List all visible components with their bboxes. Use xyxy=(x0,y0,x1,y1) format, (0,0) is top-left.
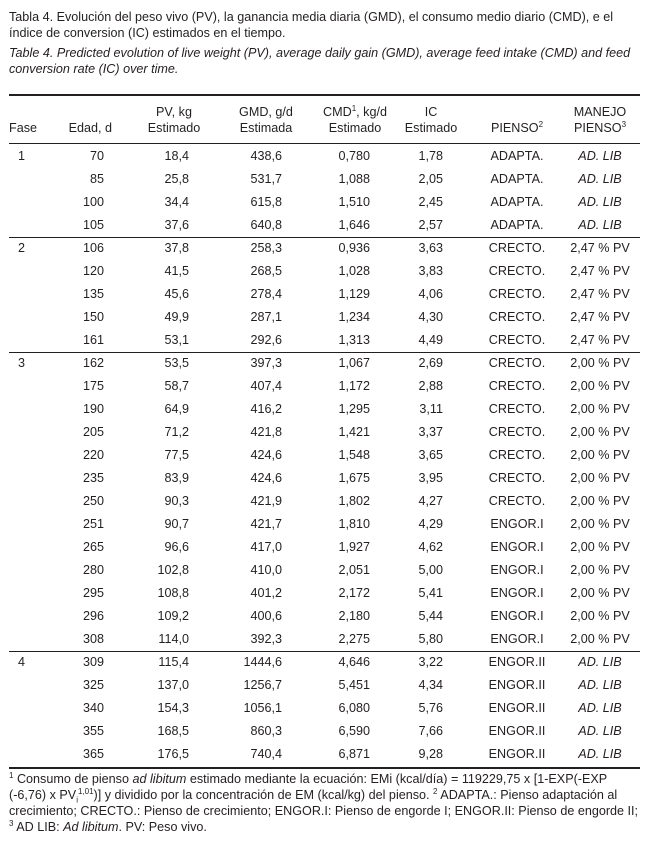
manejo-cell: 2,00 % PV xyxy=(570,402,630,416)
cmd-cell: 1,028 xyxy=(338,264,370,278)
manejo-cell: 2,00 % PV xyxy=(570,356,630,370)
ic-cell: 2,69 xyxy=(418,356,443,370)
edad-cell: 100 xyxy=(82,195,104,209)
ic-cell: 2,57 xyxy=(418,218,443,232)
cmd-cell: 1,548 xyxy=(338,448,370,462)
edad-cell: 296 xyxy=(82,609,104,623)
ic-cell: 1,78 xyxy=(418,149,443,163)
manejo-cell: AD. LIB xyxy=(578,218,622,232)
fase-cell: 1 xyxy=(18,149,26,163)
gmd-cell: 258,3 xyxy=(250,241,282,255)
fase-cell: 3 xyxy=(18,356,26,370)
ic-cell: 3,95 xyxy=(418,471,443,485)
footnote-text: Consumo de pienso xyxy=(13,772,133,786)
header-gmd-line2: Estimada xyxy=(239,121,293,135)
edad-cell: 308 xyxy=(82,632,104,646)
pienso-cell: ENGOR.I xyxy=(490,540,544,554)
gmd-cell: 421,9 xyxy=(250,494,282,508)
manejo-cell: 2,00 % PV xyxy=(570,540,630,554)
cmd-cell: 0,780 xyxy=(338,149,370,163)
table-row xyxy=(0,191,649,214)
pienso-cell: ENGOR.II xyxy=(488,747,546,761)
table-row xyxy=(0,605,649,628)
pienso-cell: ENGOR.II xyxy=(488,655,546,669)
table-row xyxy=(0,329,649,352)
manejo-cell: 2,00 % PV xyxy=(570,425,630,439)
cmd-cell: 1,802 xyxy=(338,494,370,508)
ic-cell: 4,30 xyxy=(418,310,443,324)
pv-cell: 45,6 xyxy=(164,287,189,301)
cmd-cell: 1,067 xyxy=(338,356,370,370)
manejo-cell: AD. LIB xyxy=(578,724,622,738)
table-row xyxy=(0,421,649,444)
pienso-cell: CRECTO. xyxy=(488,448,546,462)
pv-cell: 109,2 xyxy=(157,609,189,623)
table-row xyxy=(0,559,649,582)
table-row xyxy=(0,260,649,283)
footnote-text: ADAPTA.: Pienso adaptación al crecimiento; CRECTO.: Pienso de crecimiento; ENGOR.I: Pienso de engorde I; ENGOR.II: Pienso de engorde II; xyxy=(9,788,639,818)
pienso-cell: ENGOR.II xyxy=(488,724,546,738)
cmd-cell: 1,810 xyxy=(338,517,370,531)
pv-cell: 137,0 xyxy=(157,678,189,692)
ic-cell: 4,49 xyxy=(418,333,443,347)
table-row xyxy=(0,743,649,766)
pienso-cell: ADAPTA. xyxy=(490,149,544,163)
gmd-cell: 424,6 xyxy=(250,448,282,462)
ic-cell: 3,83 xyxy=(418,264,443,278)
gmd-cell: 410,0 xyxy=(250,563,282,577)
pienso-cell: CRECTO. xyxy=(488,333,546,347)
header-manejo-label: PIENSO xyxy=(573,121,622,135)
header-edad-label: Edad, d xyxy=(68,121,112,135)
pienso-cell: CRECTO. xyxy=(488,471,546,485)
cmd-cell: 1,675 xyxy=(338,471,370,485)
edad-cell: 355 xyxy=(82,724,104,738)
table-row xyxy=(0,674,649,697)
table-row xyxy=(0,398,649,421)
edad-cell: 135 xyxy=(82,287,104,301)
header-pv-line2: Estimado xyxy=(147,121,201,135)
footnote-equation: estimado mediante la ecuación: EMi (kcal/día) = 119229,75 x [1-EXP(-EXP (-6,76) x PV xyxy=(9,772,607,802)
pv-cell: 25,8 xyxy=(164,172,189,186)
cmd-cell: 1,421 xyxy=(338,425,370,439)
ic-cell: 5,00 xyxy=(418,563,443,577)
pienso-cell: ENGOR.I xyxy=(490,609,544,623)
edad-cell: 85 xyxy=(89,172,104,186)
manejo-cell: 2,00 % PV xyxy=(570,609,630,623)
table-row xyxy=(0,628,649,651)
header-pienso-footnote-marker: 2 xyxy=(538,119,544,129)
ic-cell: 5,80 xyxy=(418,632,443,646)
footnote-italic-text: ad libitum xyxy=(132,772,187,786)
pienso-cell: ENGOR.I xyxy=(490,586,544,600)
edad-cell: 150 xyxy=(82,310,104,324)
manejo-cell: 2,00 % PV xyxy=(570,563,630,577)
manejo-cell: AD. LIB xyxy=(578,655,622,669)
table-row xyxy=(0,306,649,329)
gmd-cell: 421,7 xyxy=(250,517,282,531)
gmd-cell: 640,8 xyxy=(250,218,282,232)
ic-cell: 3,63 xyxy=(418,241,443,255)
cmd-cell: 6,590 xyxy=(338,724,370,738)
footnote-text: )] y dividido por la concentración de EM (kcal/kg) del pienso. xyxy=(93,788,434,802)
pv-cell: 96,6 xyxy=(164,540,189,554)
pv-cell: 115,4 xyxy=(158,655,189,669)
footnote-marker-3: 3 xyxy=(9,818,14,828)
edad-cell: 340 xyxy=(82,701,104,715)
gmd-cell: 438,6 xyxy=(250,149,282,163)
edad-cell: 161 xyxy=(82,333,104,347)
table-row xyxy=(0,651,649,674)
table-row xyxy=(0,214,649,237)
table-row xyxy=(0,513,649,536)
cmd-cell: 1,172 xyxy=(338,379,370,393)
cmd-cell: 6,871 xyxy=(338,747,370,761)
ic-cell: 9,28 xyxy=(418,747,443,761)
pienso-cell: CRECTO. xyxy=(488,356,546,370)
cmd-cell: 2,172 xyxy=(338,586,370,600)
edad-cell: 220 xyxy=(82,448,104,462)
manejo-cell: 2,00 % PV xyxy=(570,494,630,508)
cmd-cell: 5,451 xyxy=(338,678,370,692)
header-ic-line1: IC xyxy=(424,105,438,119)
pv-cell: 77,5 xyxy=(164,448,189,462)
gmd-cell: 278,4 xyxy=(250,287,282,301)
gmd-cell: 268,5 xyxy=(250,264,282,278)
manejo-cell: 2,00 % PV xyxy=(570,586,630,600)
manejo-cell: 2,47 % PV xyxy=(570,333,630,347)
cmd-cell: 1,927 xyxy=(338,540,370,554)
ic-cell: 4,06 xyxy=(418,287,443,301)
cmd-cell: 2,051 xyxy=(338,563,370,577)
cmd-cell: 1,510 xyxy=(338,195,370,209)
table-row xyxy=(0,375,649,398)
pv-cell: 71,2 xyxy=(164,425,189,439)
cmd-cell: 1,295 xyxy=(338,402,370,416)
pienso-cell: CRECTO. xyxy=(488,287,546,301)
ic-cell: 5,44 xyxy=(418,609,443,623)
pv-cell: 83,9 xyxy=(164,471,189,485)
gmd-cell: 531,7 xyxy=(250,172,282,186)
gmd-cell: 292,6 xyxy=(250,333,282,347)
edad-cell: 235 xyxy=(82,471,104,485)
gmd-cell: 615,8 xyxy=(250,195,282,209)
header-cmd-unit: , kg/d xyxy=(356,105,387,119)
manejo-cell: AD. LIB xyxy=(578,701,622,715)
cmd-cell: 1,313 xyxy=(338,333,370,347)
ic-cell: 3,11 xyxy=(419,402,443,416)
header-manejo-line1: MANEJO xyxy=(573,105,627,119)
gmd-cell: 397,3 xyxy=(250,356,282,370)
gmd-cell: 417,0 xyxy=(250,540,282,554)
ic-cell: 4,62 xyxy=(418,540,443,554)
ic-cell: 3,22 xyxy=(418,655,443,669)
table-row xyxy=(0,352,649,375)
footnote-marker-2: 2 xyxy=(433,786,438,796)
gmd-cell: 1256,7 xyxy=(243,678,282,692)
manejo-cell: 2,00 % PV xyxy=(570,632,630,646)
ic-cell: 3,65 xyxy=(418,448,443,462)
pv-cell: 41,5 xyxy=(164,264,189,278)
table-row xyxy=(0,467,649,490)
cmd-cell: 6,080 xyxy=(338,701,370,715)
pv-cell: 64,9 xyxy=(164,402,189,416)
gmd-cell: 407,4 xyxy=(250,379,282,393)
pienso-cell: ENGOR.II xyxy=(488,678,546,692)
pv-cell: 90,7 xyxy=(164,517,189,531)
fase-cell: 4 xyxy=(18,655,26,669)
table-row xyxy=(0,444,649,467)
pv-cell: 154,3 xyxy=(157,701,189,715)
ic-cell: 4,34 xyxy=(418,678,443,692)
header-cmd-label: CMD xyxy=(323,105,352,119)
manejo-cell: 2,47 % PV xyxy=(570,264,630,278)
manejo-cell: AD. LIB xyxy=(578,747,622,761)
pv-cell: 114,0 xyxy=(158,632,189,646)
header-pienso-label: PIENSO xyxy=(490,121,539,135)
table-row xyxy=(0,536,649,559)
cmd-cell: 1,234 xyxy=(338,310,370,324)
ic-cell: 4,27 xyxy=(418,494,443,508)
gmd-cell: 416,2 xyxy=(250,402,282,416)
edad-cell: 162 xyxy=(82,356,104,370)
footnote-text: . PV: Peso vivo. xyxy=(118,820,207,834)
edad-cell: 265 xyxy=(82,540,104,554)
gmd-cell: 287,1 xyxy=(250,310,282,324)
gmd-cell: 392,3 xyxy=(250,632,282,646)
pienso-cell: ADAPTA. xyxy=(490,218,544,232)
manejo-cell: AD. LIB xyxy=(578,678,622,692)
pv-cell: 37,8 xyxy=(164,241,189,255)
pienso-cell: ENGOR.I xyxy=(490,563,544,577)
header-pv-line1: PV, kg xyxy=(156,105,192,119)
header-cmd-line2: Estimado xyxy=(328,121,382,135)
table-row xyxy=(0,283,649,306)
footnote-exponent: 1,01 xyxy=(77,786,94,796)
ic-cell: 7,66 xyxy=(418,724,443,738)
pienso-cell: ENGOR.II xyxy=(488,701,546,715)
footnote-marker-1: 1 xyxy=(9,770,14,780)
footnote-text: AD LIB: xyxy=(13,820,64,834)
pv-cell: 102,8 xyxy=(157,563,189,577)
ic-cell: 4,29 xyxy=(418,517,443,531)
edad-cell: 365 xyxy=(82,747,104,761)
table-row xyxy=(0,168,649,191)
pv-cell: 168,5 xyxy=(157,724,189,738)
pienso-cell: CRECTO. xyxy=(488,264,546,278)
pienso-cell: ADAPTA. xyxy=(490,172,544,186)
ic-cell: 2,05 xyxy=(418,172,443,186)
pv-cell: 53,5 xyxy=(164,356,189,370)
pienso-cell: CRECTO. xyxy=(488,379,546,393)
manejo-cell: 2,00 % PV xyxy=(570,517,630,531)
ic-cell: 5,76 xyxy=(418,701,443,715)
pv-cell: 53,1 xyxy=(164,333,189,347)
manejo-cell: AD. LIB xyxy=(578,149,622,163)
edad-cell: 295 xyxy=(82,586,104,600)
gmd-cell: 1444,6 xyxy=(243,655,282,669)
manejo-cell: 2,00 % PV xyxy=(570,379,630,393)
ic-cell: 5,41 xyxy=(418,586,443,600)
footnote-subscript: i xyxy=(76,795,78,805)
manejo-cell: 2,00 % PV xyxy=(570,471,630,485)
pienso-cell: CRECTO. xyxy=(488,425,546,439)
pv-cell: 37,6 xyxy=(164,218,189,232)
pienso-cell: ADAPTA. xyxy=(490,195,544,209)
edad-cell: 105 xyxy=(82,218,104,232)
table-row xyxy=(0,697,649,720)
pv-cell: 176,5 xyxy=(157,747,189,761)
pv-cell: 34,4 xyxy=(164,195,189,209)
manejo-cell: AD. LIB xyxy=(578,172,622,186)
edad-cell: 280 xyxy=(82,563,104,577)
pienso-cell: ENGOR.I xyxy=(490,517,544,531)
table-row xyxy=(0,582,649,605)
gmd-cell: 860,3 xyxy=(250,724,282,738)
cmd-cell: 1,088 xyxy=(338,172,370,186)
header-manejo-footnote-marker: 3 xyxy=(621,119,627,129)
manejo-cell: AD. LIB xyxy=(578,195,622,209)
cmd-cell: 1,129 xyxy=(338,287,370,301)
edad-cell: 251 xyxy=(82,517,104,531)
gmd-cell: 421,8 xyxy=(250,425,282,439)
table-caption-spanish: Tabla 4. Evolución del peso vivo (PV), la ganancia media diaria (GMD), el consumo medio diario (CMD), e el índice de conversion (IC) estimados en el tiempo. xyxy=(9,10,614,40)
manejo-cell: 2,47 % PV xyxy=(570,241,630,255)
edad-cell: 120 xyxy=(82,264,104,278)
pienso-cell: CRECTO. xyxy=(488,310,546,324)
cmd-cell: 2,180 xyxy=(338,609,370,623)
edad-cell: 205 xyxy=(82,425,104,439)
table-footnote xyxy=(9,771,641,835)
cmd-cell: 4,646 xyxy=(338,655,370,669)
table-row xyxy=(0,145,649,168)
pienso-cell: CRECTO. xyxy=(488,402,546,416)
pv-cell: 58,7 xyxy=(164,379,189,393)
table-caption-english: Table 4. Predicted evolution of live weight (PV), average daily gain (GMD), average feed intake (CMD) and feed conversion rate (IC) over time. xyxy=(9,46,631,76)
manejo-cell: 2,47 % PV xyxy=(570,287,630,301)
gmd-cell: 1056,1 xyxy=(243,701,282,715)
header-cmd-footnote-marker: 1 xyxy=(351,103,357,113)
cmd-cell: 2,275 xyxy=(338,632,370,646)
footnote-italic-text: Ad libitum xyxy=(63,820,119,834)
fase-cell: 2 xyxy=(18,241,26,255)
pienso-cell: ENGOR.I xyxy=(490,632,544,646)
manejo-cell: 2,47 % PV xyxy=(570,310,630,324)
edad-cell: 309 xyxy=(82,655,104,669)
pv-cell: 90,3 xyxy=(164,494,189,508)
table-row xyxy=(0,720,649,743)
pv-cell: 49,9 xyxy=(164,310,189,324)
edad-cell: 70 xyxy=(89,149,104,163)
edad-cell: 106 xyxy=(82,241,104,255)
table-bottom-rule xyxy=(9,767,640,769)
gmd-cell: 400,6 xyxy=(250,609,282,623)
gmd-cell: 740,4 xyxy=(250,747,282,761)
cmd-cell: 1,646 xyxy=(338,218,370,232)
header-gmd-line1: GMD, g/d xyxy=(239,105,293,119)
header-ic-line2: Estimado xyxy=(404,121,458,135)
manejo-cell: 2,00 % PV xyxy=(570,448,630,462)
ic-cell: 2,88 xyxy=(418,379,443,393)
pv-cell: 18,4 xyxy=(164,149,189,163)
cmd-cell: 0,936 xyxy=(338,241,370,255)
ic-cell: 3,37 xyxy=(418,425,443,439)
gmd-cell: 424,6 xyxy=(250,471,282,485)
pienso-cell: CRECTO. xyxy=(488,241,546,255)
edad-cell: 190 xyxy=(82,402,104,416)
pv-cell: 108,8 xyxy=(157,586,189,600)
ic-cell: 2,45 xyxy=(418,195,443,209)
table-row xyxy=(0,490,649,513)
table-row xyxy=(0,237,649,260)
pienso-cell: CRECTO. xyxy=(488,494,546,508)
edad-cell: 175 xyxy=(82,379,104,393)
edad-cell: 250 xyxy=(82,494,104,508)
header-fase-label: Fase xyxy=(9,121,37,135)
edad-cell: 325 xyxy=(82,678,104,692)
gmd-cell: 401,2 xyxy=(250,586,282,600)
